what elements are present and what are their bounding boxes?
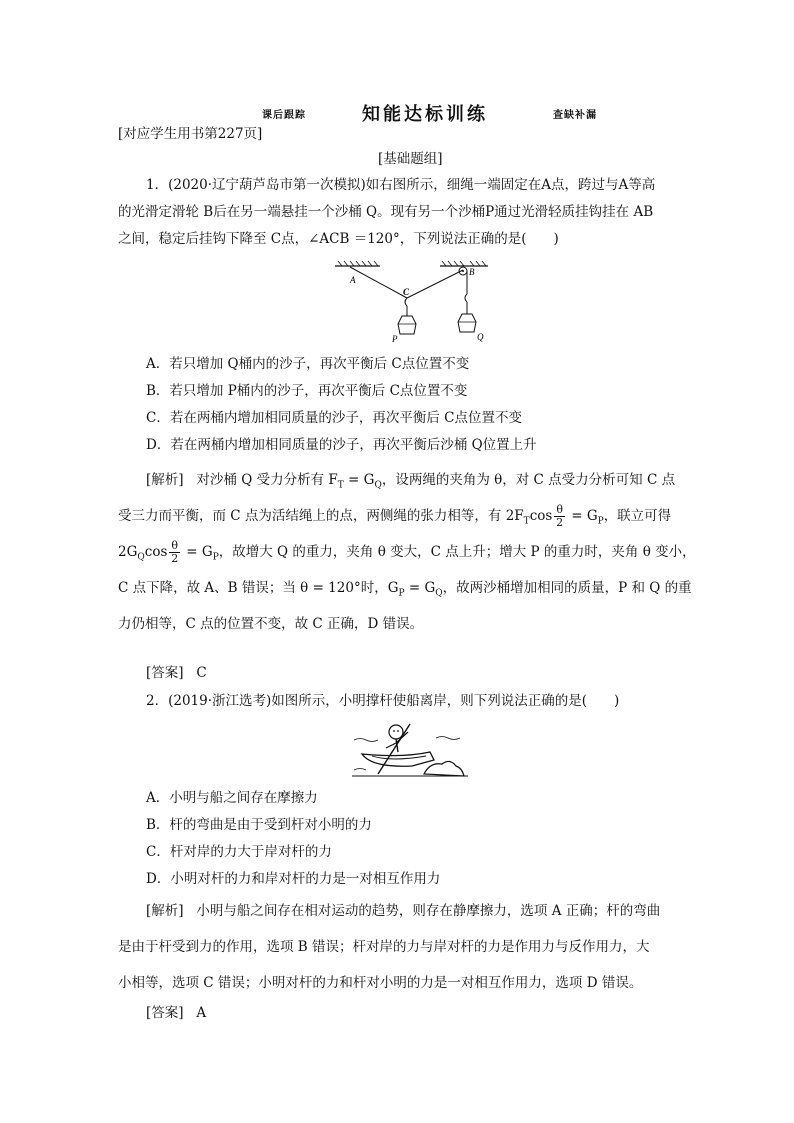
section-heading: [基础题组] (378, 151, 443, 167)
fraction-denominator: 2 (171, 552, 179, 565)
solution-tag: [解析] (146, 903, 184, 919)
q1-sol-text: C 点下降，故 A、B 错误；当 θ = 120°时，G (118, 580, 399, 596)
q1-sol-sub: T (337, 480, 344, 491)
q1-sol-sub: T (523, 516, 530, 527)
q1-stem-line-1: 1．(2020·辽宁葫芦岛市第一次模拟)如右图所示，细绳一端固定在A点，跨过与A等高 (146, 177, 656, 193)
q1-sol-sub: Q (374, 480, 382, 491)
q1-option-c: C．若在两桶内增加相同质量的沙子，再次平衡后 C点位置不变 (146, 410, 522, 426)
solution-tag: [解析] (146, 472, 184, 488)
header-left-tag: 课后跟踪 (262, 110, 306, 121)
q1-answer (146, 660, 207, 687)
fraction (169, 540, 180, 565)
q1-sol-text: = G (343, 472, 375, 488)
q1-sol-text: ，故增大 Q 的重力，夹角 θ 变大，C 点上升；增大 P 的重力时，夹角 θ 变小， (218, 544, 696, 560)
q2-answer (146, 1000, 206, 1027)
header-right-tag: 查缺补漏 (553, 110, 597, 121)
question-1-options (118, 351, 678, 459)
q2-option-a: A．小明与船之间存在摩擦力 (146, 790, 318, 806)
q2-solution-line-2: 是由于杆受到力的作用，选项 B 错误；杆对岸的力与岸对杆的力是作用力与反作用力，大 (118, 939, 650, 955)
q1-sol-text: ，联立可得 (603, 508, 672, 524)
q1-stem-line-3: 之间，稳定后挂钩下降至 C点，∠ACB ＝120°，下列说法正确的是( ) (118, 231, 559, 247)
q2-solution-line-1 (118, 893, 678, 929)
q1-option-b: B．若只增加 P桶内的沙子，再次平衡后 C点位置不变 (146, 383, 468, 399)
question-1-stem (118, 172, 678, 253)
q2-option-d: D．小明对杆的力和岸对杆的力是一对相互作用力 (146, 871, 441, 887)
question-2-solution (118, 893, 678, 1001)
page-title: 知能达标训练 (362, 104, 488, 125)
q1-sol-sub: Q (435, 588, 443, 599)
answer-tag: [答案] (146, 665, 184, 681)
q1-sol-sub: Q (137, 552, 145, 563)
q1-sol-text: = G (566, 508, 598, 524)
q1-sol-sub: P (597, 516, 604, 527)
q1-option-d: D．若在两桶内增加相同质量的沙子，再次平衡后沙桶 Q位置上升 (146, 437, 537, 453)
q1-solution-line-2 (118, 498, 678, 534)
fraction-denominator: 2 (556, 516, 564, 529)
label-q: Q (477, 332, 484, 342)
fraction-numerator: θ (556, 503, 563, 516)
q1-option-a: A．若只增加 Q桶内的沙子，再次平衡后 C点位置不变 (146, 356, 470, 372)
q1-sol-text: cos (529, 508, 553, 524)
question-2-options (118, 785, 678, 893)
q1-stem-line-2: 的光滑定滑轮 B后在另一端悬挂一个沙桶 Q。现有另一个沙桶P通过光滑轻质挂钩挂在 AB (118, 204, 654, 220)
q2-solution-line-3: 小相等，选项 C 错误；小明对杆的力和杆对小明的力是一对相互作用力，选项 D 错误。 (118, 975, 643, 991)
boat-figure (352, 718, 468, 780)
label-p: P (392, 334, 398, 344)
q1-solution-line-1 (118, 462, 678, 498)
answer-tag: [答案] (146, 1005, 184, 1021)
q1-sol-text: 2G (118, 544, 138, 560)
q1-solution-line-5: 力仍相等，C 点的位置不变，故 C 正确，D 错误。 (118, 616, 424, 632)
q1-sol-text: = G (182, 544, 213, 560)
question-2-stem: 2．(2019·浙江选考)如图所示，小明撑杆使船离岸，则下列说法正确的是( ) (146, 693, 620, 709)
book-reference: [对应学生用书第227页] (118, 126, 263, 142)
q1-sol-sub: P (398, 588, 405, 599)
q1-solution-line-3 (118, 534, 696, 570)
q2-option-c: C．杆对岸的力大于岸对杆的力 (146, 844, 332, 860)
fraction (554, 504, 565, 529)
question-1-solution (118, 462, 696, 642)
q1-sol-text: = G (404, 580, 436, 596)
answer-value: A (196, 1005, 207, 1021)
q1-sol-text: 受三力而平衡，而 C 点为活结绳上的点，两侧绳的张力相等，有 2F (118, 508, 524, 524)
q2-option-b: B．杆的弯曲是由于受到杆对小明的力 (146, 817, 372, 833)
q1-sol-sub: P (212, 552, 219, 563)
q1-solution-line-4 (118, 570, 692, 606)
q1-sol-text: ，故两沙桶增加相同的质量，P 和 Q 的重 (442, 580, 692, 596)
pulley-figure (330, 258, 500, 348)
answer-value: C (196, 665, 207, 681)
label-b: B (469, 267, 475, 277)
q2-sol-text: 小明与船之间存在相对运动的趋势，则存在静摩擦力，选项 A 正确；杆的弯曲 (196, 903, 661, 919)
q1-sol-text: 对沙桶 Q 受力分析有 F (196, 472, 338, 488)
fraction-numerator: θ (171, 539, 179, 552)
q1-sol-text: cos (144, 544, 168, 560)
label-a: A (350, 275, 356, 285)
label-c: C (403, 287, 410, 297)
q1-sol-text: ，设两绳的夹角为 θ，对 C 点受力分析可知 C 点 (381, 472, 676, 488)
